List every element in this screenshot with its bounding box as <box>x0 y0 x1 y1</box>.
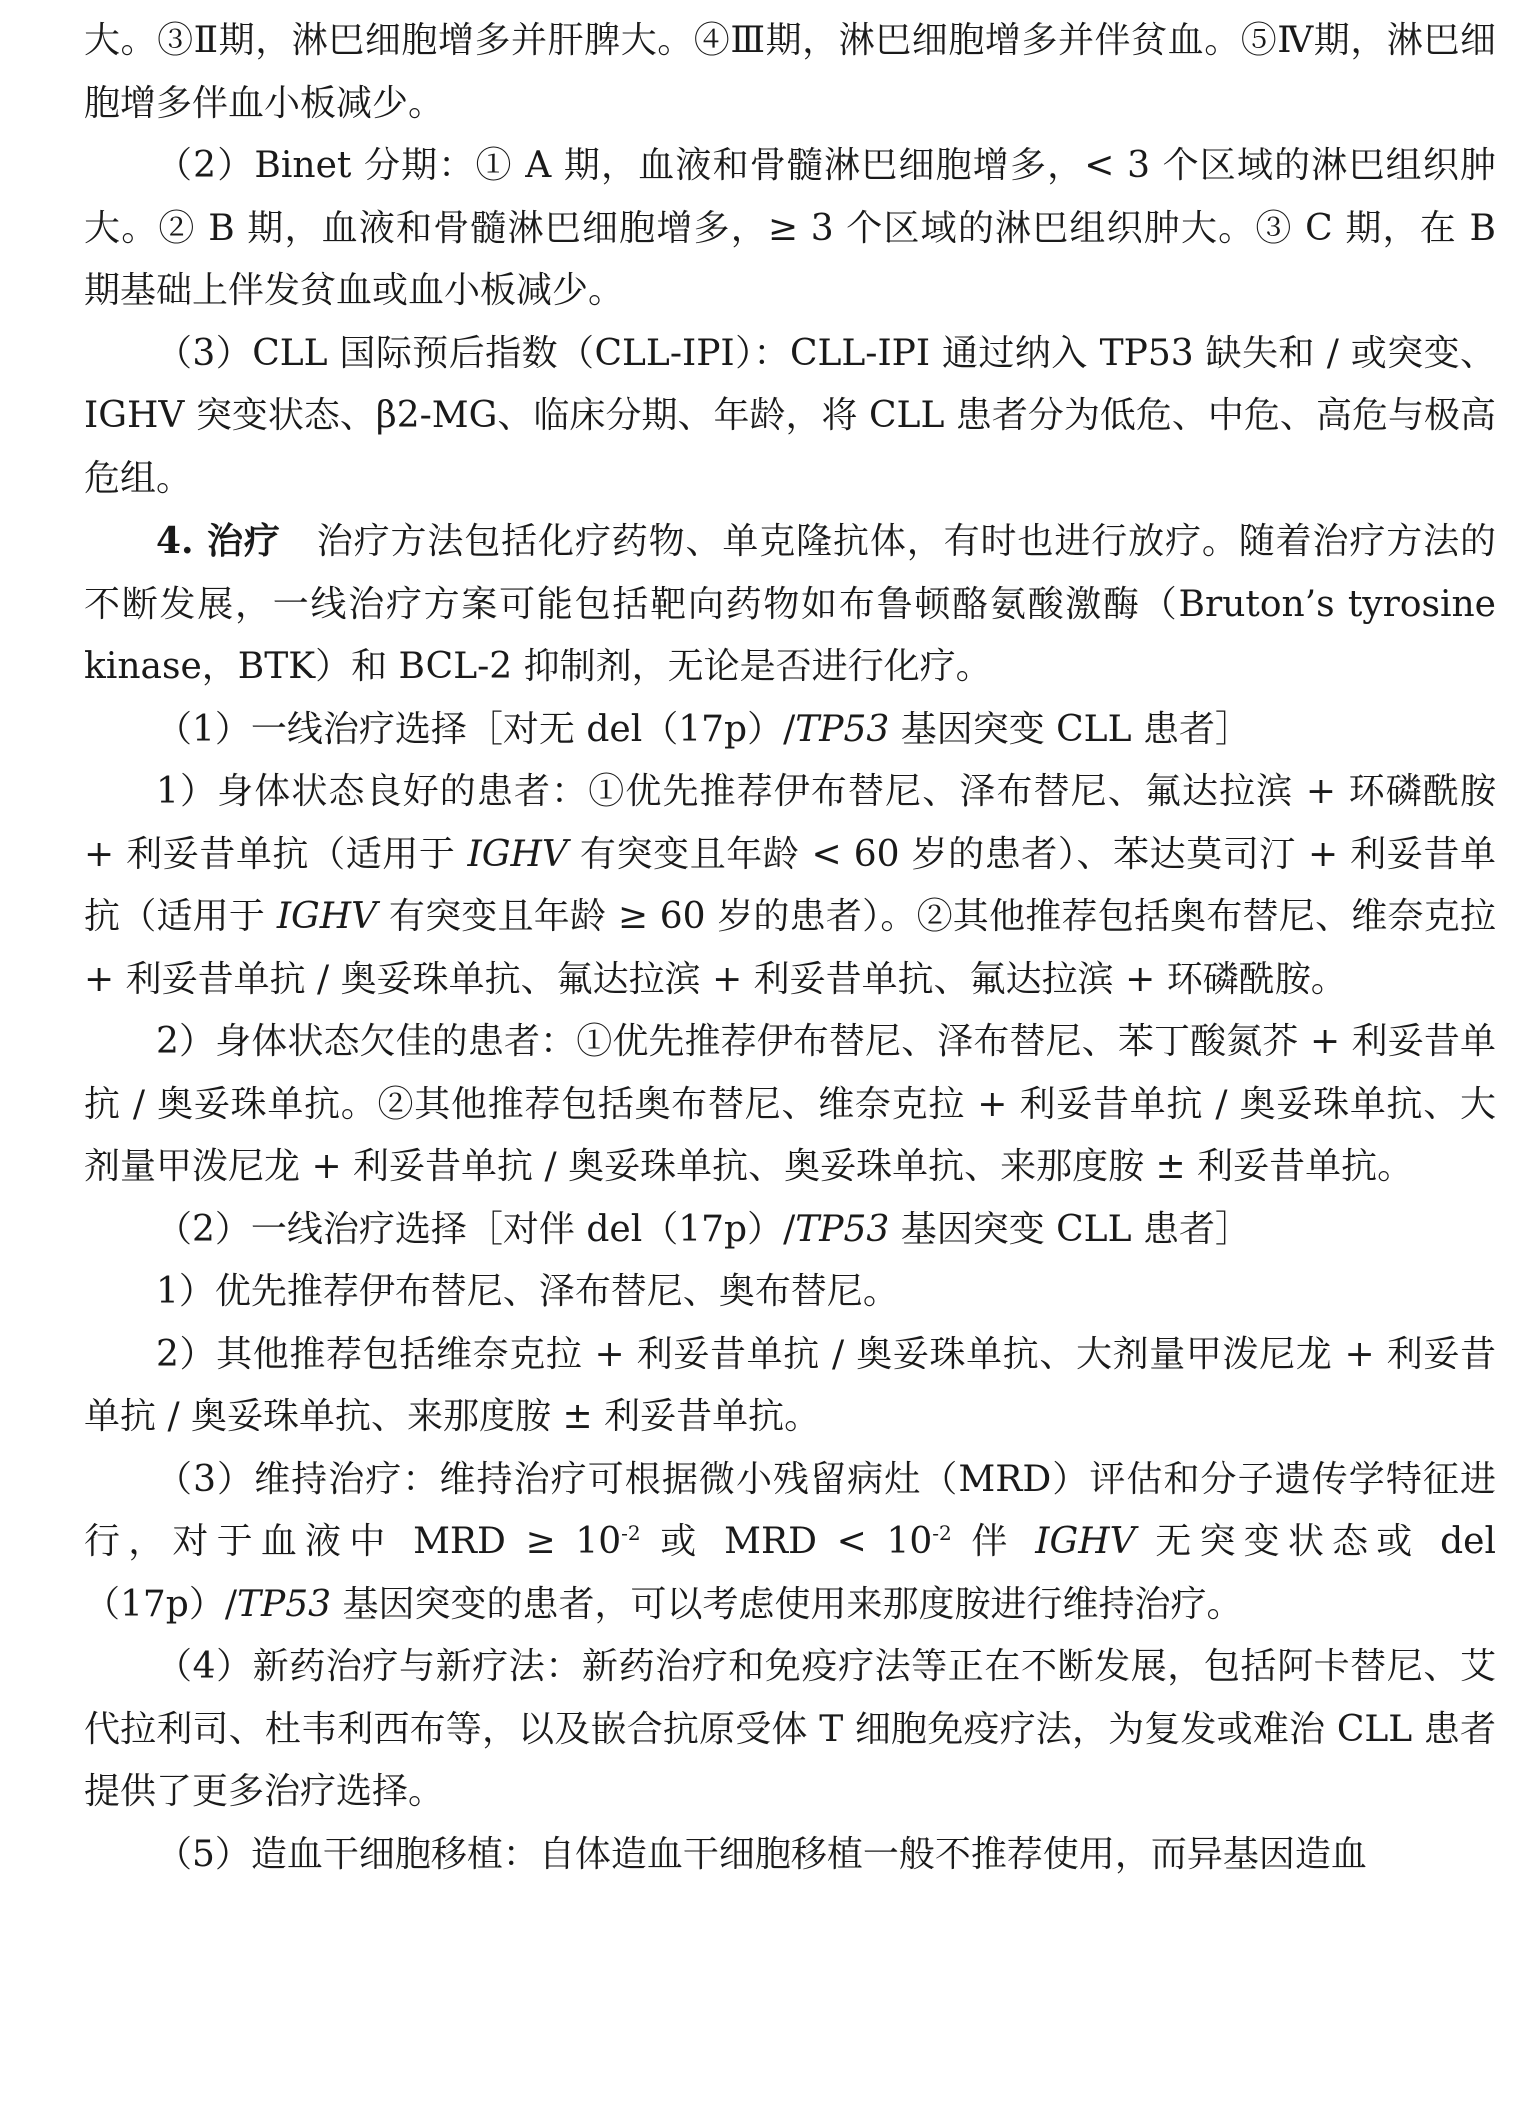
body-paragraph <box>84 1449 1496 1637</box>
text-run: （1）一线治疗选择［对无 del（17p）/ <box>156 708 796 750</box>
text-run: 基因突变 CLL 患者］ <box>889 708 1251 750</box>
text-run: 1）身体状态良好的患者：①优先推荐伊布替尼、泽布替尼、氟达拉滨 + 环磷酰胺 + 利妥昔单抗（适用于 <box>84 771 1496 875</box>
body-paragraph <box>84 135 1496 323</box>
text-run: （3）CLL 国际预后指数（CLL-IPI）：CLL-IPI 通过纳入 TP53 缺失和 / 或突变、IGHV 突变状态、β2-MG、临床分期、年龄，将 CLL 患者分为低危、中危、高危与极高危组。 <box>84 332 1496 499</box>
text-run: 2）其他推荐包括维奈克拉 + 利妥昔单抗 / 奥妥珠单抗、大剂量甲泼尼龙 + 利妥昔单抗 / 奥妥珠单抗、来那度胺 ± 利妥昔单抗。 <box>84 1333 1496 1437</box>
text-run: 或 MRD < 10 <box>640 1521 933 1562</box>
text-run: 基因突变的患者，可以考虑使用来那度胺进行维持治疗。 <box>331 1583 1243 1625</box>
text-run: （2）一线治疗选择［对伴 del（17p）/ <box>156 1208 796 1250</box>
body-paragraph <box>84 1824 1496 1887</box>
body-paragraph <box>84 10 1496 135</box>
gene-name: IGHV <box>467 833 568 875</box>
text-run: （2）Binet 分期：① A 期，血液和骨髓淋巴细胞增多，< 3 个区域的淋巴组织肿大。② B 期，血液和骨髓淋巴细胞增多，≥ 3 个区域的淋巴组织肿大。③ C 期，在 B 期基础上伴发贫血或血小板减少。 <box>84 145 1496 311</box>
text-run: （4）新药治疗与新疗法：新药治疗和免疫疗法等正在不断发展，包括阿卡替尼、艾代拉利司、杜韦利西布等，以及嵌合抗原受体 T 细胞免疫疗法，为复发或难治 CLL 患者提供了更多治疗选择。 <box>84 1646 1496 1812</box>
body-paragraph <box>84 1199 1496 1262</box>
gene-name: TP53 <box>795 1208 890 1250</box>
text-run: 1）优先推荐伊布替尼、泽布替尼、奥布替尼。 <box>156 1271 899 1312</box>
superscript-exponent: -2 <box>621 1521 641 1545</box>
text-run: 有突变且年龄 ≥ 60 岁的患者）。②其他推荐包括奥布替尼、维奈克拉 + 利妥昔单抗 / 奥妥珠单抗、氟达拉滨 + 利妥昔单抗、氟达拉滨 + 环磷酰胺。 <box>84 896 1496 1000</box>
text-run: 伴 <box>951 1521 1036 1562</box>
gene-name: IGHV <box>276 896 378 937</box>
section-heading: 4. 治疗 <box>156 520 281 562</box>
body-paragraph <box>84 1636 1496 1824</box>
gene-name: TP53 <box>236 1583 332 1625</box>
gene-name: IGHV <box>1035 1521 1136 1562</box>
text-run: 2）身体状态欠佳的患者：①优先推荐伊布替尼、泽布替尼、苯丁酸氮芥 + 利妥昔单抗 / 奥妥珠单抗。②其他推荐包括奥布替尼、维奈克拉 + 利妥昔单抗 / 奥妥珠单抗、大剂量甲泼尼龙 + 利妥昔单抗 / 奥妥珠单抗、奥妥珠单抗、来那度胺 ± 利妥昔单抗。 <box>84 1021 1496 1187</box>
superscript-exponent: -2 <box>932 1521 952 1545</box>
text-run: 基因突变 CLL 患者］ <box>889 1208 1251 1250</box>
text-run: （3）维持治疗：维持治疗可根据微小残留病灶（MRD）评估和分子遗传学特征进行，对于血液中 MRD ≥ 10 <box>84 1458 1496 1562</box>
body-paragraph <box>84 1011 1496 1199</box>
text-run: （5）造血干细胞移植：自体造血干细胞移植一般不推荐使用，而异基因造血 <box>156 1833 1367 1875</box>
body-paragraph <box>84 761 1496 1011</box>
text-run: 治疗方法包括化疗药物、单克隆抗体，有时也进行放疗。随着治疗方法的不断发展，一线治疗方案可能包括靶向药物如布鲁顿酪氨酸激酶（Bruton’s tyrosine kinase，BTK）和 BCL-2 抑制剂，无论是否进行化疗。 <box>84 521 1496 687</box>
document-page <box>84 10 1496 1886</box>
body-paragraph <box>84 323 1496 511</box>
body-paragraph <box>84 1261 1496 1324</box>
text-run: 有突变且年龄 < 60 岁的患者）、苯达莫司汀 + 利妥昔单抗（适用于 <box>84 833 1496 937</box>
gene-name: TP53 <box>795 708 890 750</box>
text-run: 无突变状态或 del（17p）/ <box>84 1521 1496 1625</box>
body-paragraph <box>84 1324 1496 1449</box>
text-run: 大。③Ⅱ期，淋巴细胞增多并肝脾大。④Ⅲ期，淋巴细胞增多并伴贫血。⑤Ⅳ期，淋巴细胞增多伴血小板减少。 <box>84 20 1496 124</box>
body-paragraph <box>84 510 1496 699</box>
body-paragraph <box>84 699 1496 762</box>
